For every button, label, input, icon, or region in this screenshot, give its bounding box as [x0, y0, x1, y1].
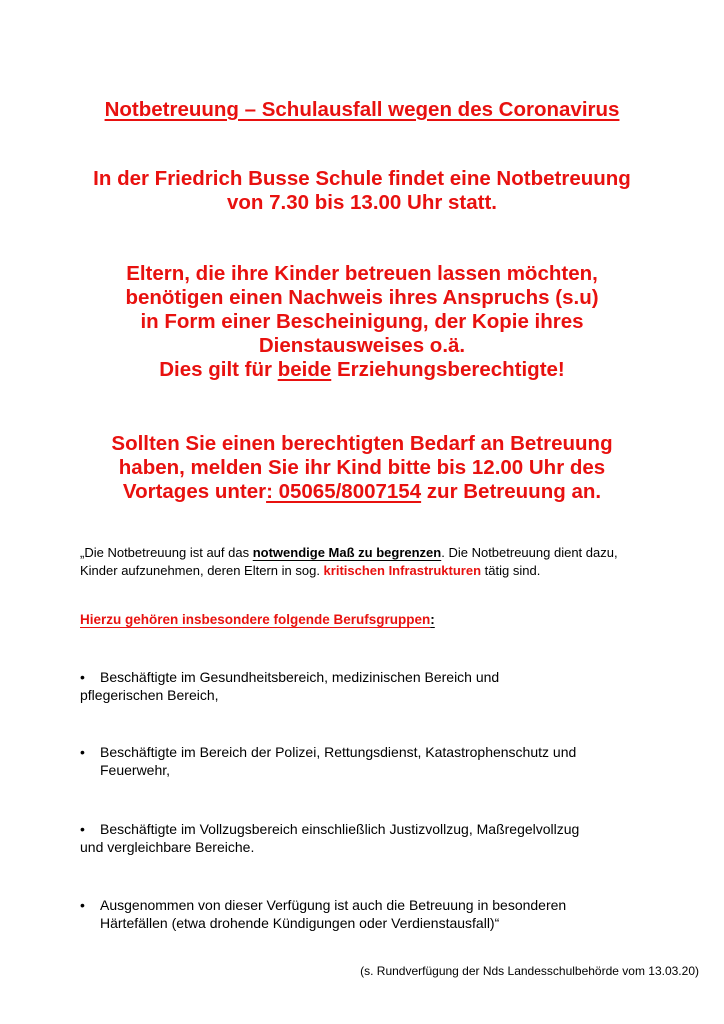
page-title: Notbetreuung – Schulausfall wegen des Coronavirus [104, 98, 620, 121]
notice-hours-line: von 7.30 bis 13.00 Uhr statt. [226, 191, 498, 214]
list-item [80, 896, 720, 932]
list-item-line [80, 820, 700, 838]
phone-number: : 05065/8007154 [266, 480, 422, 503]
notice-hours-line: In der Friedrich Busse Schule findet eine Notbetreuung [93, 167, 631, 190]
notice-proof-text: Dies gilt für [159, 358, 278, 381]
list-item-line: und vergleichbare Bereiche. [80, 839, 255, 855]
quote-text: . Die Notbetreuung dient dazu, [441, 545, 618, 560]
notice-proof-line [0, 358, 724, 382]
notice-proof [0, 262, 724, 382]
notice-proof-line: Eltern, die ihre Kinder betreuen lassen möchten, [126, 262, 598, 285]
groups-heading [80, 612, 435, 627]
quote-text: tätig sind. [481, 563, 541, 578]
list-item-line [80, 668, 700, 686]
groups-heading-colon: : [430, 612, 435, 627]
quote-text: „Die Notbetreuung ist auf das [80, 545, 253, 560]
notice-proof-line: Dienstausweises o.ä. [258, 334, 466, 357]
notice-proof-line: benötigen einen Nachweis ihres Anspruchs (s.u) [125, 286, 599, 309]
list-item-line: pflegerischen Bereich, [80, 687, 219, 703]
list-item [80, 743, 720, 779]
groups-heading-text: Hierzu gehören insbesondere folgende Berufsgruppen [80, 612, 431, 627]
list-item [80, 820, 700, 856]
list-item-text: Ausgenommen von dieser Verfügung ist auch die Betreuung in besonderen [100, 897, 567, 913]
notice-proof-text: Erziehungsberechtigte! [331, 358, 565, 381]
source-citation: (s. Rundverfügung der Nds Landesschulbehörde vom 13.03.20) [360, 964, 699, 978]
notice-proof-emphasis: beide [277, 358, 332, 381]
quote-text: Kinder aufzunehmen, deren Eltern in sog. [80, 563, 324, 578]
quote-emphasis: kritischen Infrastrukturen [323, 563, 482, 578]
list-item-text: Feuerwehr, [100, 762, 171, 778]
bullet-icon: • [80, 744, 85, 760]
notice-registration-line [0, 480, 724, 504]
notice-registration-text: Vortages unter [122, 480, 267, 503]
notice-registration-line: haben, melden Sie ihr Kind bitte bis 12.00 Uhr des [118, 456, 606, 479]
list-item-text: Härtefällen (etwa drohende Kündigungen oder Verdienstausfall)“ [100, 915, 500, 931]
list-item-text: Beschäftigte im Gesundheitsbereich, medizinischen Bereich und [100, 669, 500, 685]
list-item [80, 668, 700, 704]
notice-registration [0, 432, 724, 504]
notice-proof-line: in Form einer Bescheinigung, der Kopie ihres [140, 310, 584, 333]
notice-registration-line: Sollten Sie einen berechtigten Bedarf an Betreuung [111, 432, 613, 455]
notice-hours [0, 167, 724, 215]
bullet-icon: • [80, 669, 85, 685]
quote-emphasis: notwendige Maß zu begrenzen [252, 545, 442, 560]
list-item-text: Beschäftigte im Bereich der Polizei, Rettungsdienst, Katastrophenschutz und [100, 744, 577, 760]
notice-registration-text: zur Betreuung an. [421, 480, 602, 503]
list-item-text: Beschäftigte im Vollzugsbereich einschließlich Justizvollzug, Maßregelvollzug [100, 821, 580, 837]
quote-paragraph [80, 544, 700, 580]
bullet-icon: • [80, 897, 85, 913]
bullet-icon: • [80, 821, 85, 837]
quote-line [80, 562, 700, 580]
quote-line [80, 544, 700, 562]
